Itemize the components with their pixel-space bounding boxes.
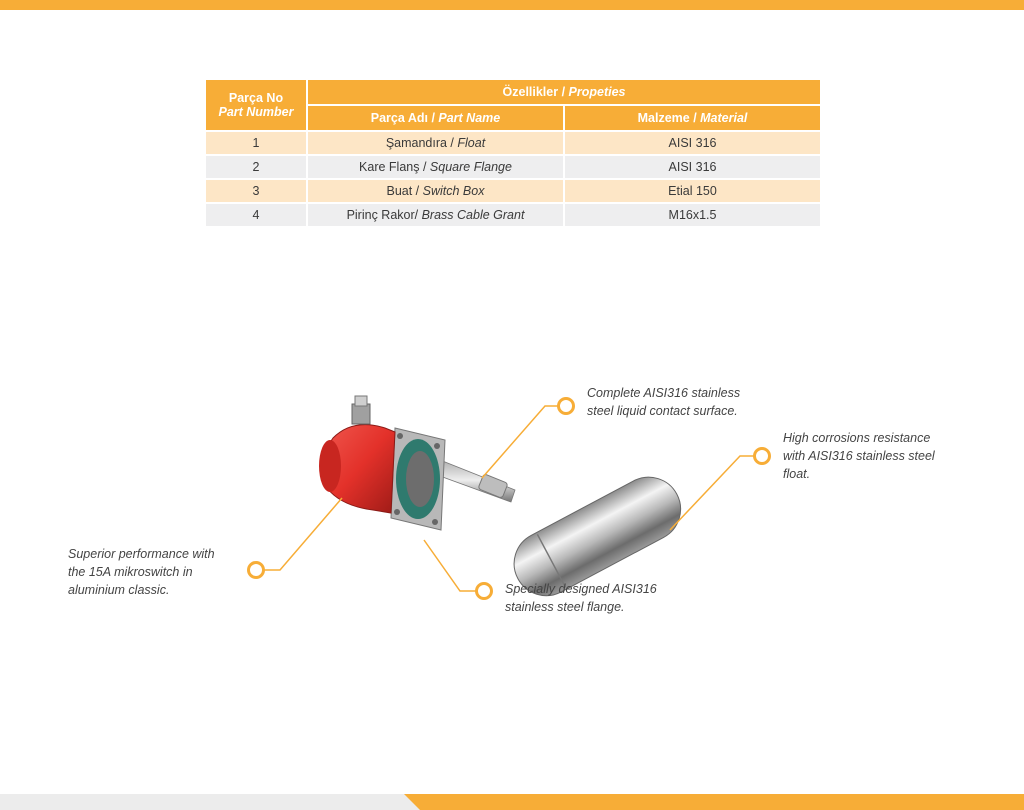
row-part-name: Buat / Switch Box (307, 179, 564, 203)
row-material: AISI 316 (564, 131, 821, 155)
header-part-name: Parça Adı / Part Name (307, 105, 564, 131)
row-part-name: Pirinç Rakor/ Brass Cable Grant (307, 203, 564, 227)
header-material: Malzeme / Material (564, 105, 821, 131)
row-number: 4 (205, 203, 307, 227)
callout-dot-contact (557, 397, 575, 415)
row-material: M16x1.5 (564, 203, 821, 227)
row-part-name: Şamandıra / Float (307, 131, 564, 155)
callout-dot-flange (475, 582, 493, 600)
row-material: AISI 316 (564, 155, 821, 179)
row-number: 3 (205, 179, 307, 203)
bottom-gray-bar (0, 794, 420, 810)
header-properties: Özellikler / Propeties (307, 79, 821, 105)
callout-flange: Specially designed AISI316 stainless steel flange. (505, 582, 657, 614)
row-part-name: Kare Flanş / Square Flange (307, 155, 564, 179)
row-material: Etial 150 (564, 179, 821, 203)
callout-switch: Superior performance with the 15A mikroswitch in aluminium classic. (68, 547, 215, 597)
row-number: 1 (205, 131, 307, 155)
bottom-accent-bar (404, 794, 1024, 810)
callout-float: High corrosions resistance with AISI316 stainless steel float. (783, 431, 935, 481)
header-part-number: Parça No Part Number (205, 79, 307, 131)
callout-dot-switch (247, 561, 265, 579)
row-number: 2 (205, 155, 307, 179)
callout-contact-surface: Complete AISI316 stainless steel liquid contact surface. (587, 386, 741, 418)
callout-dot-float (753, 447, 771, 465)
